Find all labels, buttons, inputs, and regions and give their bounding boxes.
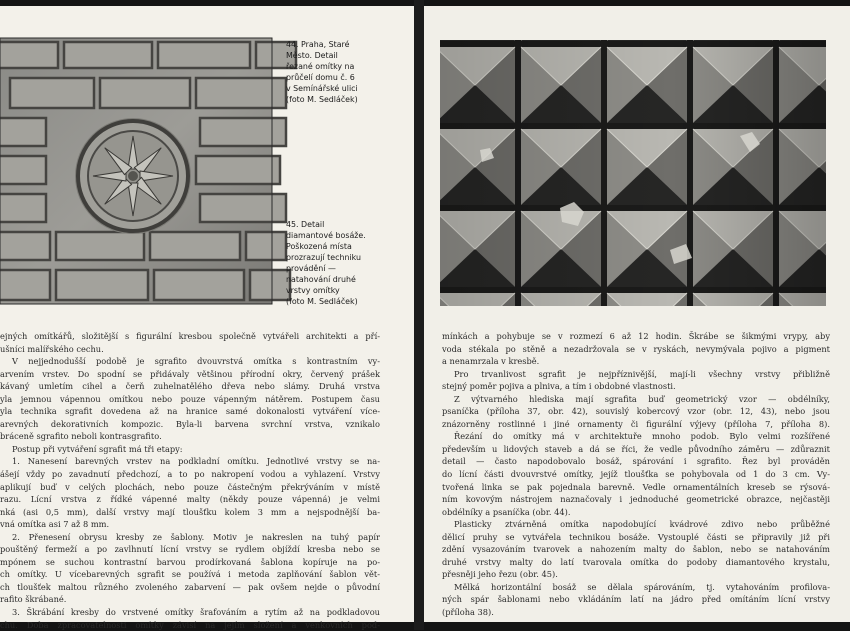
text-line: razu. Lícní vrstva z řídké vápenné malty (někdy pouze vápenná) je velmi <box>0 494 380 505</box>
text-line: zdění vysazováním tvarovek a nahozením malty do šablon, nebo se natahováním <box>442 544 830 555</box>
caption-line: natahování druhé <box>286 275 356 284</box>
caption-line: provádění — <box>286 264 336 273</box>
text-line: dělicí pruhy se vytvářela technikou bosáže. Vystouplé části se připravily již při <box>442 531 830 542</box>
text-line: stejný poměr pojiva a plniva, a tím i obdobné vlastnosti. <box>442 381 676 392</box>
text-line: mpónem se suchou kontrastní barvou prodírkovaná šablona kopíruje na po- <box>0 556 380 567</box>
caption-line: vrstvy omítky <box>286 286 340 295</box>
text-line: ch tloušťek maltou různého zvoleného zabarvení — pak ovšem nejde o původní <box>0 581 380 592</box>
text-line: detail — často napodobovalo bosáž, spárování i sgrafito. Řez byl prováděn <box>442 456 830 467</box>
right-page <box>424 6 850 622</box>
caption-line: prozrazují techniku <box>286 253 361 262</box>
text-line: druhé vrstvy malty do latí tvarovala omítka do podoby diamantového krystalu, <box>442 556 830 567</box>
left-page <box>0 6 414 630</box>
text-line: přesněji jeho řezu (obr. 45). <box>442 569 558 580</box>
caption-line: Město. Detail <box>286 51 338 60</box>
text-line: psaníčka (příloha 37, obr. 42), souvislý kobercový vzor (obr. 12, 43), nebo jsou <box>442 406 830 417</box>
text-line: ných spár šablonami nebo vkládáním latí na jádro před omítáním lícní vrstvy <box>442 594 830 605</box>
text-line: Z výtvarného hlediska mají sgrafita buď geometrický vzor — obdélníky, <box>454 393 830 404</box>
caption-line: řezané omítky na <box>286 62 355 71</box>
right-body-text <box>442 330 830 619</box>
text-line: Řezání do omítky má v architektuře mnoho podob. Bylo velmi rozšířené <box>454 431 830 442</box>
text-line: ušníci malířského cechu. <box>0 343 104 354</box>
text-line: Pro trvanlivost sgrafit je nejpříznivější, mají-li všechny vrstvy přibližně <box>454 368 830 379</box>
caption-line: diamantové bosáže. <box>286 231 366 240</box>
text-line: pouštěný fermeží a po zavlhnutí lícní vrstvy se rydlem objíždí kresba nebo se <box>0 544 380 555</box>
text-line: nká (asi 0,5 mm), další vrstvy mají tloušťku kolem 3 mm a nejspodnější ba- <box>0 506 380 517</box>
photo-plaster-wall-rosette <box>0 38 272 304</box>
text-line: rafito škrábané. <box>0 594 67 605</box>
text-line: yla jemnou vápennou omítkou nebo pouze vápenným nátěrem. Postupem času <box>0 393 380 404</box>
photo-diamond-bossage <box>440 40 826 306</box>
text-line: 2. Přenesení obrysu kresby ze šablony. Motiv je nakreslen na tuhý papír <box>12 531 380 542</box>
caption-line: (foto M. Sedláček) <box>286 297 358 306</box>
text-line: bráceně sgrafito neboli kontrasgrafito. <box>0 431 162 442</box>
text-line: ním kovovým nástrojem naznačovaly i jednoduché geometrické obrazce, nejčastěji <box>442 494 830 505</box>
text-line: ch omítky. U vícebarevných sgrafit se používá i metoda zaplňování šablon vět- <box>0 569 380 580</box>
text-line: 3. Škrábání kresby do vrstvené omítky šrafováním a rytím až na podkladovou <box>12 607 380 618</box>
text-line: ášejí vždy po zavadnutí předchozí, a to po nakropení vodou a vyhlazení. Vrstvy <box>0 469 380 480</box>
book-gutter <box>414 0 424 630</box>
text-line: do lícní části dvouvrstvé omítky, jejíž tloušťka se pohybovala od 1 do 3 cm. Vy- <box>442 469 830 480</box>
caption-line: Poškozená místa <box>286 242 352 251</box>
caption-line: 44. Praha, Staré <box>286 40 350 49</box>
text-line: Plasticky ztvárněná omítka napodobující kvádrové zdivo nebo průběžné <box>454 519 830 530</box>
text-line: ejných omítkářů, složitější s figurální kresbou společně vytvářeli architekti a pří- <box>0 331 380 341</box>
text-line: arvením vrstev. Do spodní se přidávaly většinou přírodní okry, červený prášek <box>0 368 380 379</box>
caption-line: (foto M. Sedláček) <box>286 95 358 104</box>
text-line: arevných dekorativních kompozic. Byla-li barvena svrchní vrstva, vznikalo <box>0 418 380 429</box>
text-line: a nenamrzala v kresbě. <box>442 356 540 367</box>
text-line: Postup při vytváření sgrafit má tři etapy: <box>12 443 183 454</box>
text-line: Mělká horizontální bosáž se dělala spárováním, tj. vytahováním profilova- <box>454 581 830 592</box>
text-line: kávaný umletím cihel a čerň zuhelnatělého dřeva nebo slámy. Druhá vrstva <box>0 381 380 392</box>
text-line: obdélníky a psaníčka (obr. 44). <box>442 506 571 517</box>
figure-caption-45 <box>286 219 398 307</box>
caption-line: v Semínářské ulici <box>286 84 358 93</box>
text-line: voda stékala po stěně a nezadržovala se v ryskách, nevymývala pojivo a pigment <box>442 343 830 354</box>
text-line: mínkách a pohybuje se v rozmezí 6 až 12 hodin. Škrábe se šikmými vrypy, aby <box>442 331 830 341</box>
text-line: aplikují buď v celých plochách, nebo pouze částečným překrýváním v místě <box>0 481 380 492</box>
text-line: vná omítka asi 7 až 8 mm. <box>0 519 110 530</box>
text-line: znázorněny rostlinné i jiné ornamenty či figurální výjevy (příloha 7, příloha 8). <box>442 418 830 429</box>
text-line: tvořená linka se pak pojednala barevně. Vedle ornamentálních kreseb se rýsová- <box>442 481 830 492</box>
text-line: V nejjednodušší podobě je sgrafito dvouvrstvá omítka s kontrastním vy- <box>12 356 380 367</box>
caption-line: průčelí domu č. 6 <box>286 73 355 82</box>
text-line: yla technika sgrafit dovedena až na hranice samé dokonalosti vytváření více- <box>0 406 380 417</box>
text-line: (příloha 38). <box>442 607 494 618</box>
text-line: 1. Nanesení barevných vrstev na podkladní omítku. Jednotlivé vrstvy se na- <box>12 456 380 467</box>
text-line: především u lidových staveb a dá se říci, že vedle původního záměru — zdůraznit <box>442 443 830 454</box>
left-body-text <box>0 330 380 631</box>
text-line: chu. Doba zpracovatelnosti omítky závisí na jejím složení a venkovních pod- <box>0 619 380 630</box>
caption-line: 45. Detail <box>286 220 325 229</box>
figure-caption-44 <box>286 39 398 105</box>
